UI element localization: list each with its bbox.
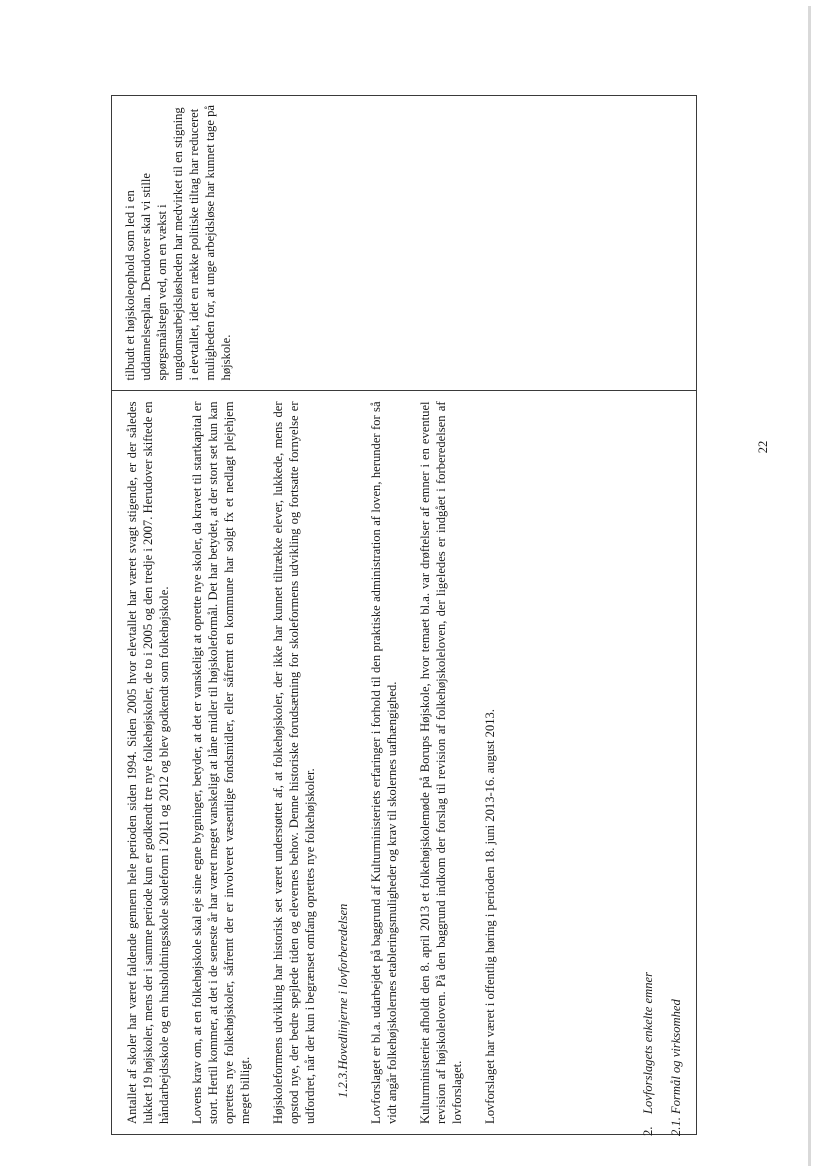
paragraph-borups-meeting: Kulturministeriet afholdt den 8. april 2013 et folkehøjskolemøde på Borups Højskole, hvor temaet bl.a. var drøftelser af emner i en eventuel revision af højskoleloven. På den baggrund indkom der forslag til revision af folkehøjskoleloven, der ligeledes er indgået i forberedelsen af lovforslaget. [418,401,464,1124]
rotated-table [111,95,697,1135]
page-number: 22 [756,440,770,454]
section-headings [640,399,696,1136]
paragraph-lovforslaget-basis: Lovforslaget er bl.a. udarbejdet på baggrund af Kulturministeriets erfaringer i forhold til den praktiske administration af loven, herunder for så vidt angår folkehøjskolernes etableringsmuligheder og krav til skolernes uafhængighed. [369,401,399,1124]
page-edge-shadow [808,6,811,1166]
paragraph-unemployment: tilbudt et højskoleophold som led i en uddannelsesplan. Derudover skal vi stille spørgsmålstegn ved, om en vækst i ungdomsarbejdsløsheden har medvirket til en stigning i elevtallet, idet en række politiske tiltag har reduceret muligheden for, at unge arbejdsløse har kunnet tage på højskole. [123,105,233,381]
section-number: 2. [641,1126,655,1136]
paragraph-public-hearing: Lovforslaget har været i offentlig høring i perioden 18. juni 2013-16. august 2013. [483,709,497,1124]
left-column [112,390,696,1134]
subheading-lovforberedelsen: 1.2.3.Hovedlinjerne i lovforberedelsen [336,903,350,1098]
section-heading-2 [640,399,656,1136]
paragraph-building-requirement: Lovens krav om, at en folkehøjskole skal eje sine egne bygninger, betyder, at det er vanskeligt at oprette nye skoler, da kravet til startkapital er stort. Hertil kommer, at det i de seneste år har været meget vanskeligt at låne midler til højskoleformål. Det har betydet, at der stort set kun kan oprettes nye folkehøjskoler, såfremt der er involveret væsentlige fondsmidler, eller såfremt en kommune har solgt fx et nedlagt plejehjem meget billigt. [190,401,252,1124]
section-title: Lovforslagets enkelte emner [641,972,655,1114]
right-column [112,96,696,390]
paragraph-historical-development: Højskoleformens udvikling har historisk set været understøttet af, at folkehøjskoler, der ikke har kunnet tiltrække elever, lukkede, mens der opstod nye, der bedre spejlede tiden og elevernes behov. Denne historiske forudsætning for skoleformens udvikling og fortsatte fornyelse er udfordret, når der kun i begrænset omfang oprettes nye folkehøjskoler. [271,401,317,1124]
paragraph-school-count: Antallet af skoler har været faldende gennem hele perioden siden 1994. Siden 2005 hvor elevtallet har været svagt stigende, er der således lukket 19 højskoler, mens der i samme periode kun er godkendt tre nye folkehøjskoler, de to i 2005 og den tredje i 2007. Herudover skiftede en håndarbejdsskole og en husholdningsskole skoleform i 2011 og 2012 og blev godkendt som folkehøjskole. [125,401,171,1124]
subsection-heading-2-1: 2.1. Formål og virksomhed [669,999,683,1136]
